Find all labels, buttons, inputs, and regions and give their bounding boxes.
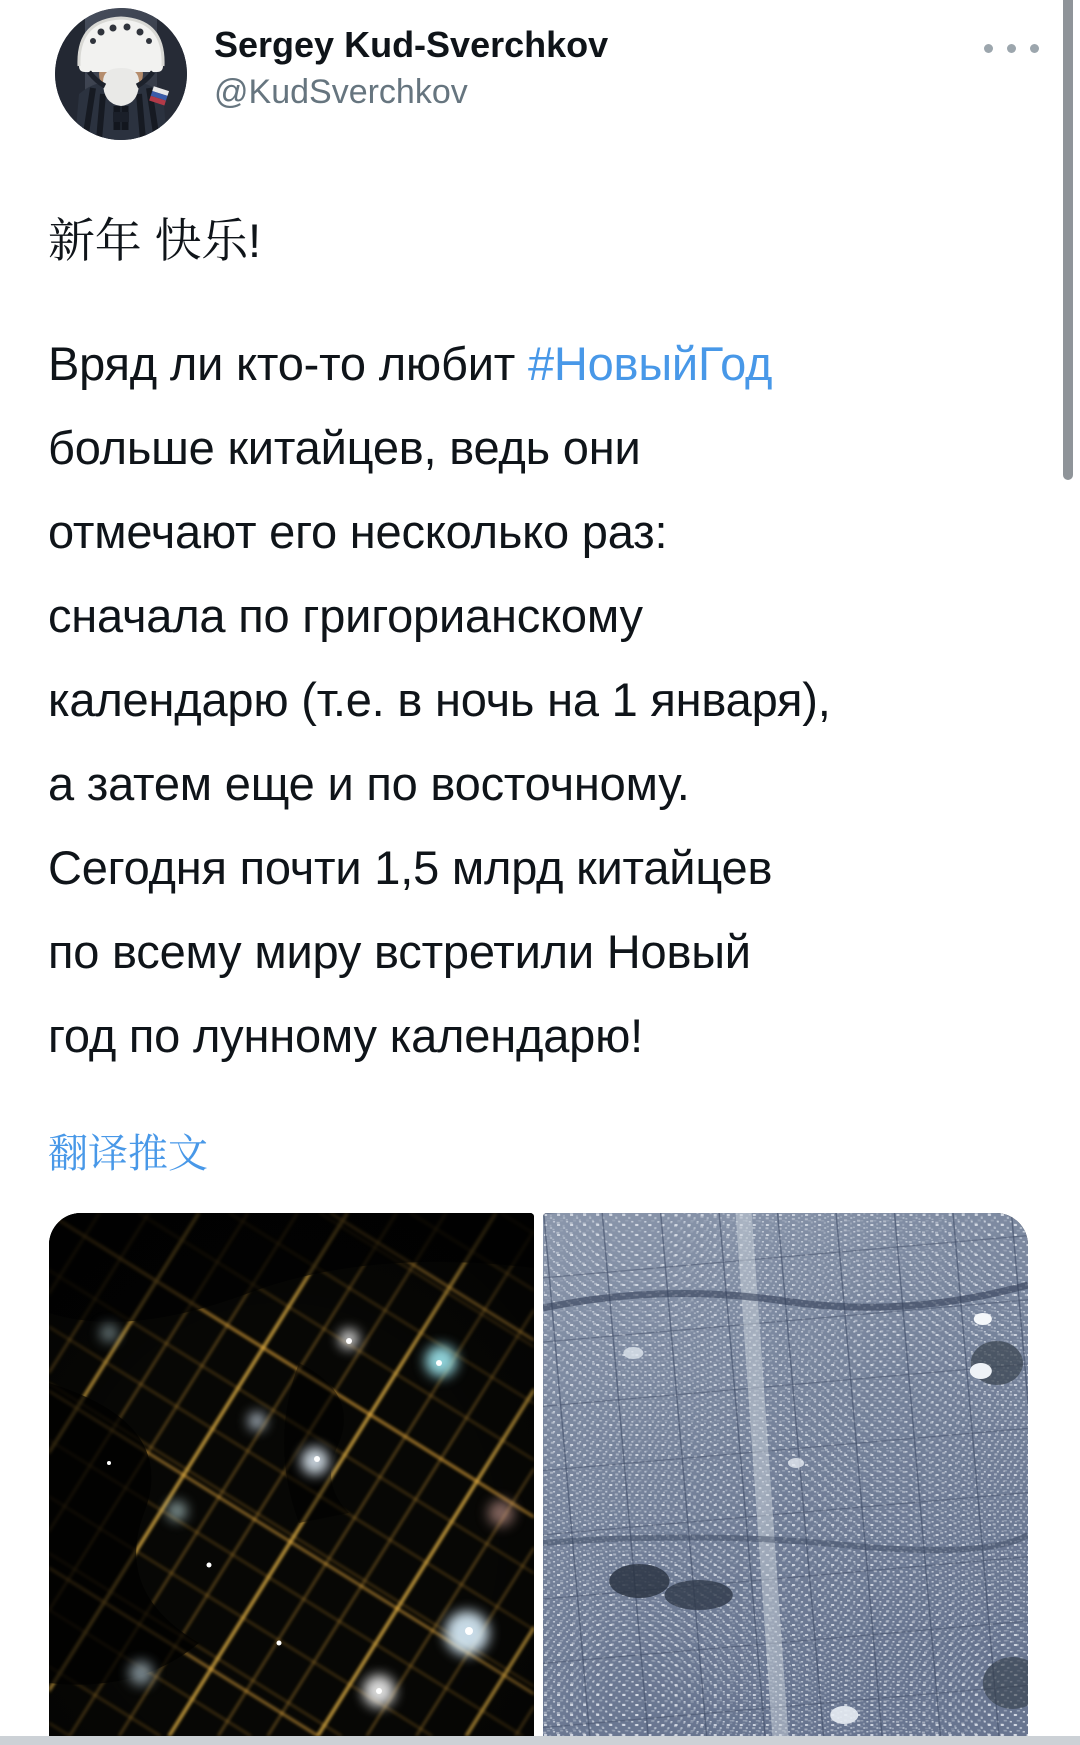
tweet-text-segment: календарю (т.е. в ночь на 1 января), (48, 673, 831, 726)
more-horizontal-icon (1030, 44, 1039, 53)
more-menu-button[interactable] (980, 40, 1043, 57)
author-handle[interactable]: @KudSverchkov (214, 73, 468, 111)
tweet-text-segment: год по лунному календарю! (48, 1009, 643, 1062)
bottom-divider (0, 1736, 1080, 1745)
cosmonaut-avatar-icon (55, 8, 187, 140)
tweet-text-segment: а затем еще и по восточному. (48, 757, 690, 810)
tweet-line-chinese: 新年 快乐! (48, 214, 261, 267)
tweet-text-segment: Сегодня почти 1,5 млрд китайцев (48, 841, 773, 894)
tweet-text (48, 199, 1033, 1078)
tweet-text-line (48, 406, 1033, 490)
night-city-from-space-photo (49, 1213, 534, 1736)
tweet-text-line (48, 574, 1033, 658)
day-city-from-space-photo (543, 1213, 1028, 1736)
tweet-text-line (48, 994, 1033, 1078)
tweet-text-line (48, 910, 1033, 994)
hashtag-link[interactable]: #НовыйГод (527, 337, 773, 390)
more-horizontal-icon (984, 44, 993, 53)
tweet-text-line (48, 826, 1033, 910)
author-name[interactable]: Sergey Kud-Sverchkov (214, 24, 609, 65)
photo-grid (49, 1213, 1028, 1736)
tweet-text-line (48, 490, 1033, 574)
tweet-text-line (48, 322, 1033, 406)
tweet-text-segment: отмечают его несколько раз: (48, 505, 668, 558)
tweet-text-segment: сначала по григорианскому (48, 589, 643, 642)
tweet-text-segment: Вряд ли кто-то любит (48, 337, 528, 390)
tweet-paragraph (48, 322, 1033, 1078)
tweet-text-line (48, 742, 1033, 826)
translate-tweet-link[interactable]: 翻译推文 (48, 1132, 208, 1176)
more-horizontal-icon (1007, 44, 1016, 53)
tweet-text-segment: по всему миру встретили Новый (48, 925, 751, 978)
tweet-photo-night[interactable] (49, 1213, 534, 1736)
avatar[interactable] (55, 8, 187, 140)
scrollbar-thumb[interactable] (1063, 0, 1073, 480)
tweet-text-segment: больше китайцев, ведь они (48, 421, 641, 474)
tweet-text-line (48, 658, 1033, 742)
tweet-photo-day[interactable] (543, 1213, 1028, 1736)
